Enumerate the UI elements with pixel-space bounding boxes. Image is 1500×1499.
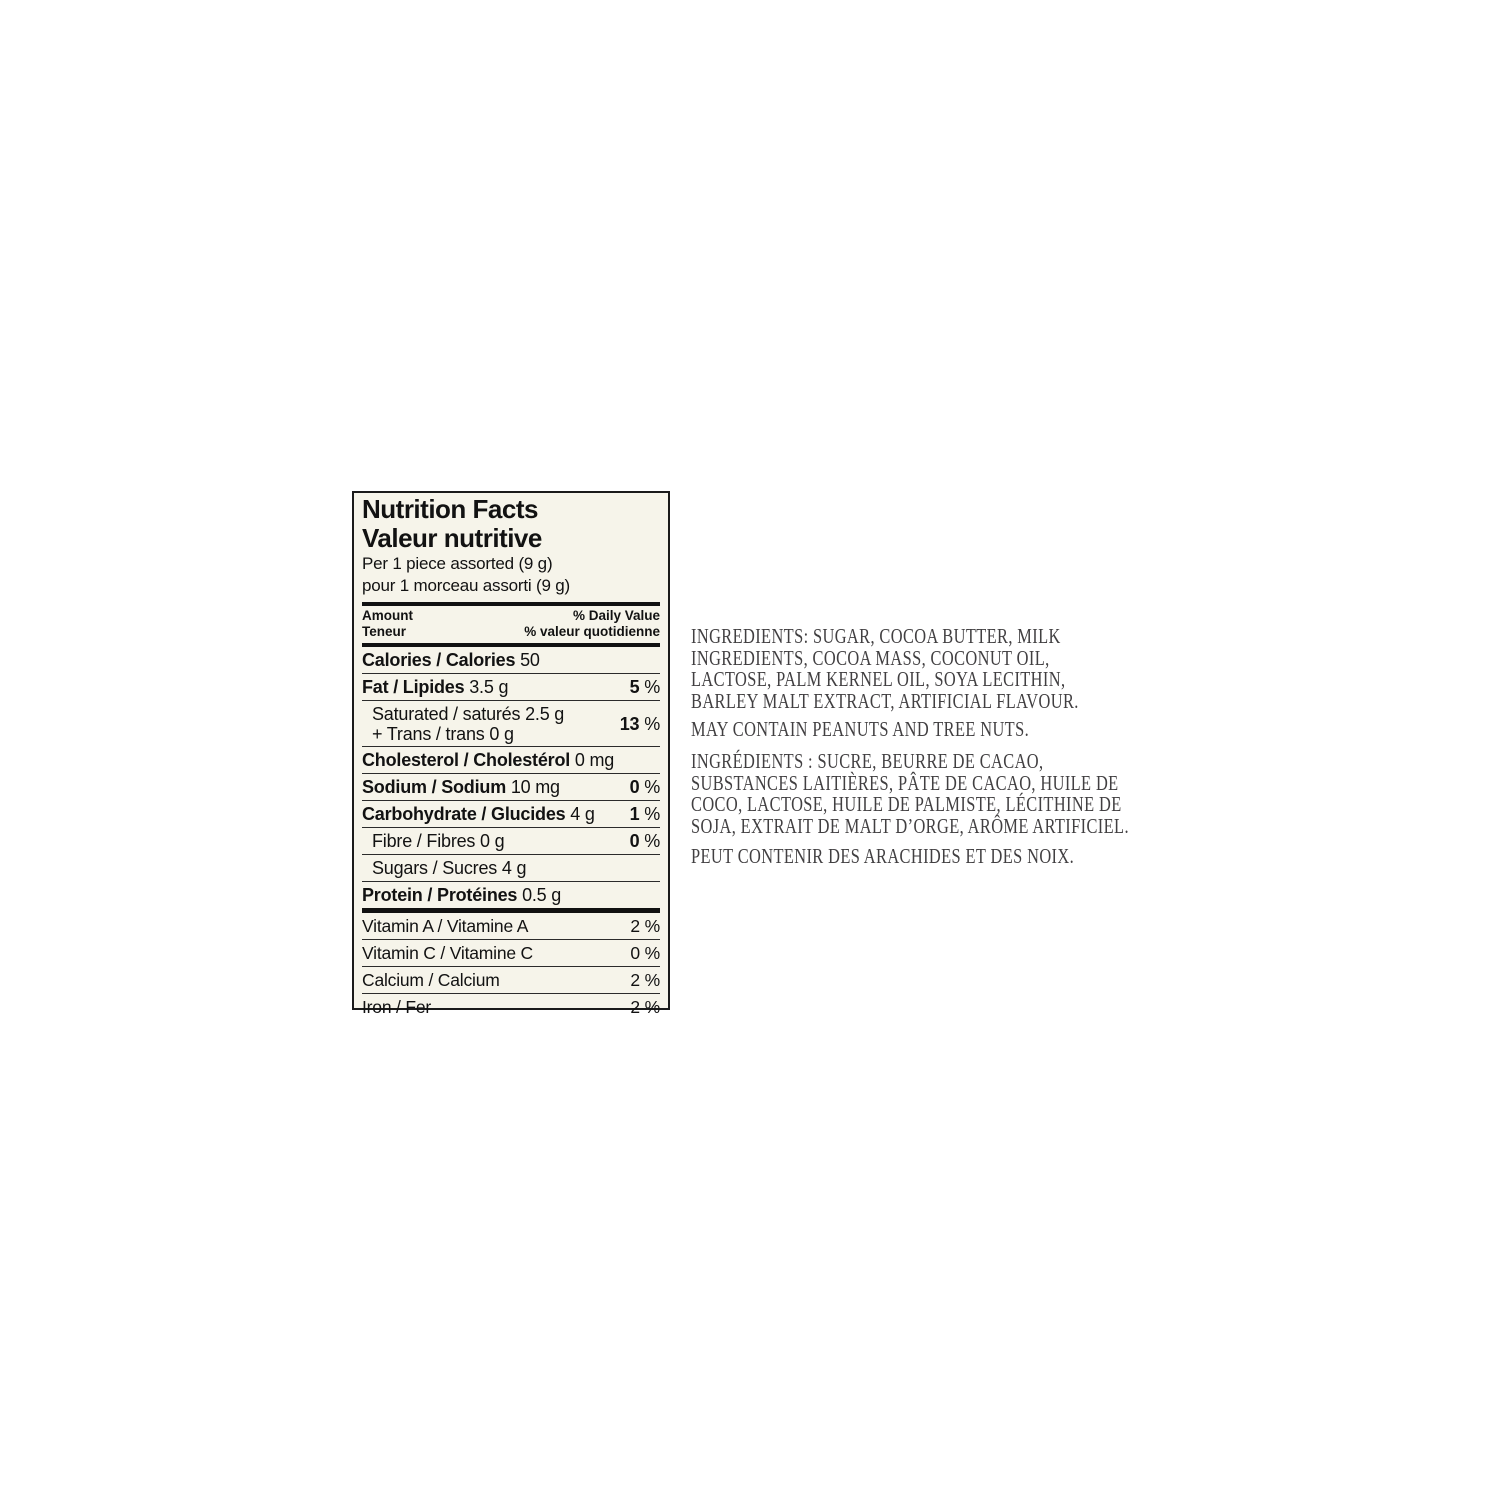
- serving-size-en: Per 1 piece assorted (9 g): [362, 554, 553, 573]
- row-sodium: [362, 774, 660, 801]
- row-saturated-percent: 13 %: [619, 713, 660, 734]
- serving-size-fr: pour 1 morceau assorti (9 g): [362, 576, 570, 595]
- row-fibre: [362, 828, 660, 855]
- row-vitamin-c-label: Vitamin C / Vitamine C: [362, 943, 533, 963]
- daily-value-header-en: % Daily Value: [572, 608, 660, 623]
- ingredients-en-line: LACTOSE, PALM KERNEL OIL, SOYA LECITHIN,: [691, 667, 1066, 692]
- percent-sign: %: [644, 677, 660, 697]
- row-calcium-label: Calcium / Calcium: [362, 970, 500, 990]
- amount-header: [362, 608, 413, 640]
- row-carbohydrate-value: 4 g: [570, 804, 595, 824]
- row-vitamin-a-percent: 2 %: [630, 916, 660, 936]
- row-iron-label: Iron / Fer: [362, 997, 431, 1017]
- row-vitamin-c-percent: 0 %: [630, 943, 660, 963]
- row-carbohydrate-name: Carbohydrate / Glucides: [362, 804, 566, 824]
- row-calcium: [362, 967, 660, 994]
- ingredients-fr-line: COCO, LACTOSE, HUILE DE PALMISTE, LÉCITHINE DE: [691, 792, 1122, 817]
- row-sodium-percent: 0 %: [629, 777, 660, 797]
- percent-sign: %: [644, 713, 660, 734]
- row-cholesterol-name: Cholesterol / Cholestérol: [362, 750, 571, 770]
- row-calcium-percent: 2 %: [630, 970, 660, 990]
- percent-sign: %: [644, 916, 660, 936]
- daily-value-header-fr: % valeur quotidienne: [524, 624, 660, 639]
- row-fat-percent: 5 %: [629, 677, 660, 697]
- row-fat: [362, 674, 660, 701]
- row-vitamin-a: [362, 913, 660, 940]
- percent-sign: %: [644, 831, 660, 851]
- row-vitamin-a-label: Vitamin A / Vitamine A: [362, 916, 529, 936]
- saturated-line: Saturated / saturés 2.5 g: [372, 704, 565, 724]
- percent-sign: %: [644, 997, 660, 1017]
- may-contain-fr: PEUT CONTENIR DES ARACHIDES ET DES NOIX.: [691, 843, 1075, 868]
- row-protein-value: 0.5 g: [522, 885, 562, 905]
- ingredients-en-line: INGREDIENTS: SUGAR, COCOA BUTTER, MILK: [691, 624, 1061, 648]
- ingredients-fr-line: SOJA, EXTRAIT DE MALT D’ORGE, ARÔME ARTIFICIEL.: [691, 814, 1129, 839]
- nutrition-facts-panel: [352, 491, 670, 1017]
- row-cholesterol-value: 0 mg: [574, 750, 615, 770]
- amount-header-fr: Teneur: [362, 624, 407, 639]
- row-iron: [362, 994, 660, 1020]
- row-protein: [362, 882, 660, 913]
- row-calories-value: 50: [520, 650, 540, 670]
- may-contain-en: MAY CONTAIN PEANUTS AND TREE NUTS.: [691, 716, 1030, 741]
- row-fibre-percent: 0 %: [629, 831, 660, 851]
- ingredients-fr: [691, 751, 1159, 838]
- percent-sign: %: [644, 970, 660, 990]
- row-sugars: [362, 855, 660, 882]
- ingredients-en: [691, 626, 1159, 713]
- row-sodium-name: Sodium / Sodium: [362, 777, 506, 797]
- row-vitamin-c: [362, 940, 660, 967]
- row-calories: [362, 647, 660, 674]
- ingredients-block: [691, 626, 1159, 868]
- row-protein-label: [362, 885, 561, 906]
- row-fat-label: [362, 677, 508, 698]
- row-cholesterol: [362, 747, 660, 774]
- amount-header-en: Amount: [362, 608, 413, 623]
- row-calories-label: [362, 650, 540, 671]
- ingredients-en-line: INGREDIENTS, COCOA MASS, COCONUT OIL,: [691, 645, 1050, 670]
- row-iron-percent: 2 %: [630, 997, 660, 1017]
- row-fibre-label: Fibre / Fibres 0 g: [372, 831, 505, 851]
- row-cholesterol-label: [362, 750, 614, 771]
- row-fat-name: Fat / Lipides: [362, 677, 465, 697]
- percent-sign: %: [644, 804, 660, 824]
- trans-line: + Trans / trans 0 g: [372, 724, 514, 744]
- ingredients-fr-line: INGRÉDIENTS : SUCRE, BEURRE DE CACAO,: [691, 749, 1044, 774]
- ingredients-en-line: BARLEY MALT EXTRACT, ARTIFICIAL FLAVOUR.: [691, 689, 1079, 714]
- panel-title-en: Nutrition Facts: [362, 494, 538, 524]
- column-headers: [362, 606, 660, 643]
- row-carbohydrate: [362, 801, 660, 828]
- daily-value-header: [524, 608, 660, 640]
- percent-sign: %: [644, 777, 660, 797]
- row-fat-value: 3.5 g: [469, 677, 509, 697]
- percent-sign: %: [644, 943, 660, 963]
- ingredients-fr-line: SUBSTANCES LAITIÈRES, PÂTE DE CACAO, HUILE DE: [691, 770, 1119, 795]
- row-saturated-trans: [362, 701, 660, 747]
- row-carbohydrate-label: [362, 804, 595, 825]
- row-carbohydrate-percent: 1 %: [629, 804, 660, 824]
- row-saturated-trans-label: [362, 704, 564, 744]
- row-sodium-value: 10 mg: [510, 777, 560, 797]
- panel-title-fr: Valeur nutritive: [362, 523, 542, 553]
- row-sugars-label: Sugars / Sucres 4 g: [372, 858, 527, 878]
- row-calories-name: Calories / Calories: [362, 650, 516, 670]
- row-protein-name: Protein / Protéines: [362, 885, 518, 905]
- row-sodium-label: [362, 777, 560, 798]
